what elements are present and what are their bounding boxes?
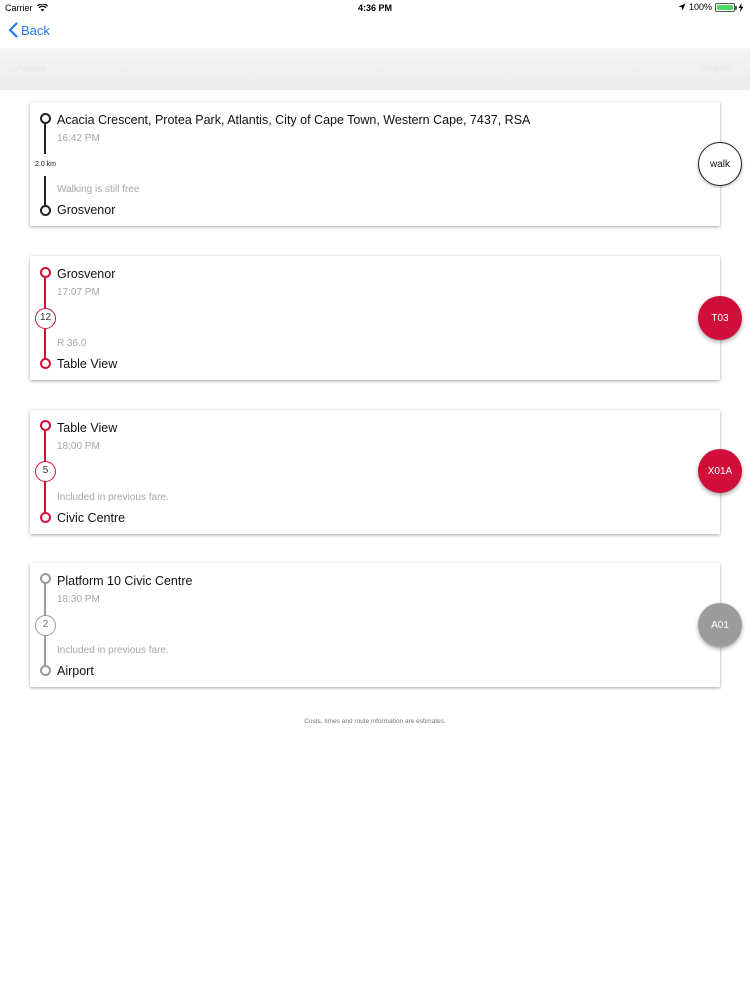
mode-label: A01 — [711, 619, 729, 631]
leg-fare-note: R 36.0 — [57, 338, 87, 349]
leg-end-location: Grosvenor — [57, 203, 116, 217]
leg-start-location: Acacia Crescent, Protea Park, Atlantis, City of Cape Town, Western Cape, 7437, RSA — [57, 113, 531, 127]
mode-t03-button[interactable] — [698, 296, 742, 340]
start-stop-dot — [40, 420, 51, 431]
battery-fill — [717, 5, 733, 10]
navigation-bar — [0, 16, 750, 48]
leg-end-location: Table View — [57, 357, 118, 371]
leg-start-location: Table View — [57, 421, 118, 435]
stop-count-badge: 5 — [35, 461, 56, 482]
route-destination: Airport — [700, 63, 730, 74]
leg-start-location: Platform 10 Civic Centre — [57, 574, 193, 588]
leg-card-t03[interactable] — [30, 256, 720, 380]
stop-count-badge: 12 — [35, 308, 56, 329]
route-header — [0, 48, 750, 90]
leg-departure-time: 18:30 PM — [57, 594, 100, 605]
leg-card-a01[interactable] — [30, 563, 720, 687]
leg-end-location: Airport — [57, 664, 94, 678]
back-button[interactable] — [8, 22, 50, 38]
battery-icon — [715, 3, 735, 12]
start-stop-dot — [40, 267, 51, 278]
leg-fare-note: Walking is still free — [57, 184, 140, 195]
status-time: 4:36 PM — [357, 3, 392, 13]
estimate-disclaimer: Costs, times and route information are estimates. — [304, 718, 446, 725]
leg-departure-time: 16:42 PM — [57, 133, 100, 144]
route-origin: Acacia — [16, 63, 47, 74]
leg-card-walk[interactable] — [30, 102, 720, 226]
mode-label: walk — [709, 158, 730, 170]
battery-percent: 100% — [688, 2, 712, 12]
mode-x01a-button[interactable] — [698, 449, 742, 493]
stop-count-badge: 2 — [35, 615, 56, 636]
leg-fare-note: Included in previous fare. — [57, 645, 169, 656]
route-line — [44, 120, 46, 154]
charging-bolt-icon — [738, 3, 744, 12]
start-stop-dot — [40, 113, 51, 124]
carrier-label: Carrier — [5, 3, 33, 13]
end-stop-dot — [40, 358, 51, 369]
mode-a01-button[interactable] — [698, 603, 742, 647]
start-stop-dot — [40, 573, 51, 584]
leg-departure-time: 17:07 PM — [57, 287, 100, 298]
route-line — [44, 176, 46, 206]
status-bar — [0, 0, 750, 16]
leg-departure-time: 18:00 PM — [57, 441, 100, 452]
mode-label: T03 — [711, 312, 729, 324]
end-stop-dot — [40, 205, 51, 216]
chevron-left-icon — [8, 22, 18, 38]
location-arrow-icon — [678, 3, 686, 11]
mode-walk-button[interactable] — [698, 142, 742, 186]
back-label: Back — [21, 22, 50, 38]
end-stop-dot — [40, 665, 51, 676]
leg-card-x01a[interactable] — [30, 410, 720, 534]
leg-fare-note: Included in previous fare. — [57, 492, 169, 503]
status-right — [678, 2, 744, 12]
walk-distance: 2.0 km — [35, 161, 57, 168]
mode-label: X01A — [707, 465, 733, 477]
leg-end-location: Civic Centre — [57, 511, 126, 525]
end-stop-dot — [40, 512, 51, 523]
leg-start-location: Grosvenor — [57, 267, 116, 281]
